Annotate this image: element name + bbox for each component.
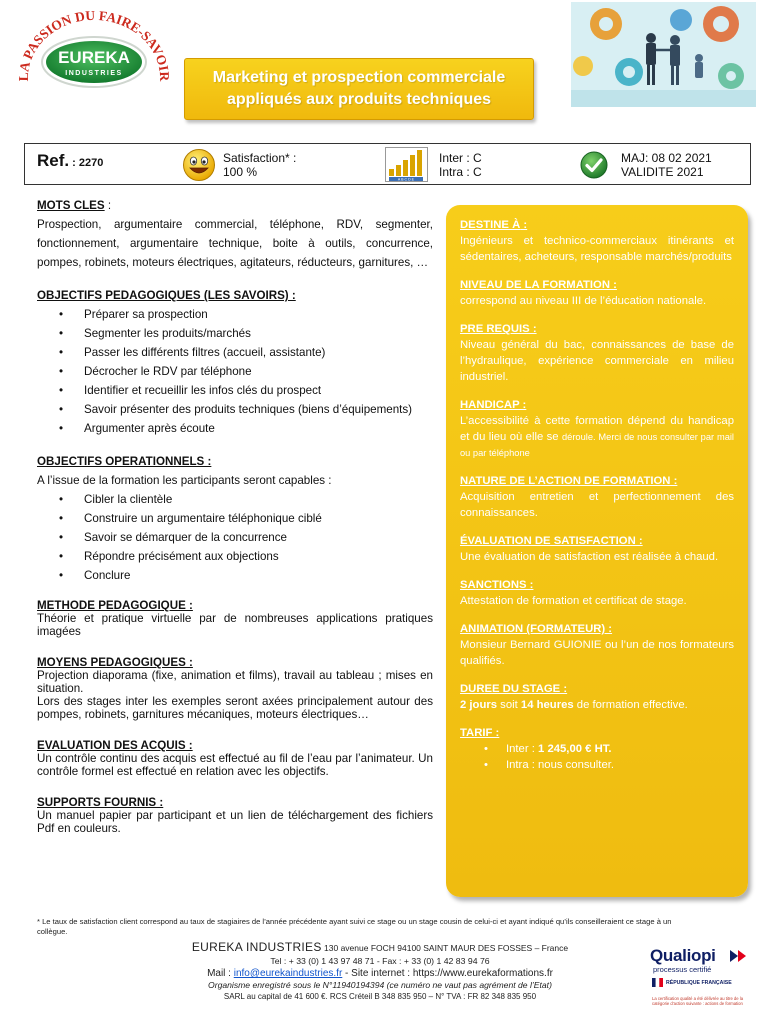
methode-heading: METHODE PEDAGOGIQUE : (37, 599, 193, 612)
qualiopi-republique: RÉPUBLIQUE FRANÇAISE (666, 980, 732, 986)
list-item: • Segmenter les produits/marchés (59, 324, 433, 343)
list-item: • Préparer sa prospection (59, 305, 433, 324)
course-title-line1: Marketing et prospection commerciale (212, 69, 506, 86)
mots-cles-text: Prospection, argumentaire commercial, téléphone, RDV, segmenter, fonctionnement, argumentaire technique, boite à outils, concurrence, pompes, robinets, moteurs électriques, agitateurs, réducteurs, garnitures, … (37, 218, 433, 269)
duree-heading: DUREE DU STAGE : (460, 683, 568, 695)
methode-text: Théorie et pratique virtuelle par de nombreuses applications pratiques imagées (37, 612, 433, 638)
course-title-box (184, 58, 534, 120)
evaluation-heading: EVALUATION DES ACQUIS : (37, 739, 193, 752)
reference: Ref. : 2270 (37, 151, 104, 170)
company-footer (110, 941, 650, 1002)
qualiopi-sub: processus certifié (653, 965, 712, 974)
qualiopi-mark-icon (728, 948, 748, 964)
moyens-text-1: Projection diaporama (fixe, animation et films), travail au tableau ; mises en situation. (37, 669, 433, 695)
list-item: • Savoir présenter des produits techniques (biens d’équipements) (59, 400, 433, 419)
satisfaction: Satisfaction* : 100 % (223, 151, 297, 179)
update-validity: MAJ: 08 02 2021 VALIDITE 2021 (621, 151, 712, 179)
check-icon (580, 151, 608, 179)
email-link[interactable]: info@eurekaindustries.fr (233, 968, 343, 979)
operationnels-list (59, 490, 433, 585)
mots-cles-heading: MOTS CLES : (37, 199, 112, 212)
logo-name: EUREKA (58, 48, 130, 67)
operationnels-intro: A l’issue de la formation les participants seront capables : (37, 474, 332, 487)
supports-text: Un manuel papier par participant et un lien de téléchargement des fichiers Pdf en couleurs. (37, 809, 433, 835)
website: - Site internet : https://www.eurekaformations.fr (342, 968, 553, 979)
list-item: • Inter : 1 245,00 € HT. (484, 741, 734, 757)
list-item: • Savoir se démarquer de la concurrence (59, 528, 433, 547)
animation-heading: ANIMATION (FORMATEUR) : (460, 623, 613, 635)
list-item: • Décrocher le RDV par téléphone (59, 362, 433, 381)
logo-arc-text: LA PASSION DU FAIRE-SAVOIR (15, 7, 173, 82)
list-item: • Répondre précisément aux objections (59, 547, 433, 566)
duree-text: 2 jours soit 14 heures de formation effective. (460, 699, 688, 711)
objectifs-heading: OBJECTIFS PEDAGOGIQUES (LES SAVOIRS) : (37, 289, 296, 302)
destine-text: Ingénieurs et technico-commerciaux itinérants et sédentaires, acheteurs, responsable marchés/produits (460, 235, 734, 263)
list-item: • Identifier et recueillir les infos clés du prospect (59, 381, 433, 400)
inter-intra-level: Inter : C Intra : C (439, 151, 482, 179)
evaluation-text: Un contrôle continu des acquis est effectué au fil de l’eau par l’animateur. Un contrôle formel est effectué en relation avec les objectifs. (37, 752, 433, 778)
left-column (37, 196, 433, 835)
course-title-line2: appliqués aux produits techniques (226, 91, 492, 108)
moyens-text-2: Lors des stages inter les exemples seront axées principalement autour des pompes, robinets, garnitures mécaniques, moteurs électriques… (37, 695, 433, 721)
list-item: • Passer les différents filtres (accueil, assistante) (59, 343, 433, 362)
list-item: • Conclure (59, 566, 433, 585)
sanctions-heading: SANCTIONS : (460, 579, 534, 591)
logo-sub: INDUSTRIES (65, 70, 123, 77)
smiley-icon (181, 148, 217, 182)
list-item: • Cibler la clientèle (59, 490, 433, 509)
list-item: • Intra : nous consulter. (484, 757, 734, 773)
meeting-gears-image (571, 2, 756, 107)
legal-info: SARL au capital de 41 600 €. RCS Créteil B 348 835 950 – N° TVA : FR 82 348 835 950 (223, 992, 537, 1001)
qualiopi-note: La certification qualité a été délivrée au titre de la catégorie d’action suivante : actions de formation (652, 996, 744, 1006)
operationnels-heading: OBJECTIFS OPERATIONNELS : (37, 455, 212, 468)
handicap-heading: HANDICAP : (460, 399, 527, 411)
bar-chart-icon (385, 147, 428, 182)
eureka-logo (10, 4, 175, 116)
reference-bar (24, 143, 751, 185)
sanctions-text: Attestation de formation et certificat de stage. (460, 595, 687, 607)
handicap-text: L’accessibilité à cette formation dépend du handicap et du lieu où elle se déroule. Merci de nous consulter par mail ou par téléphone (460, 415, 734, 458)
nature-text: Acquisition entretien et perfectionnement des connaissances. (460, 491, 734, 519)
qualiopi-logo (650, 944, 750, 1014)
destine-heading: DESTINE À : (460, 219, 528, 231)
reference-number: 2270 (78, 157, 104, 169)
moyens-heading: MOYENS PEDAGOGIQUES : (37, 656, 193, 669)
company-phone: Tel : + 33 (0) 1 43 97 48 71 - Fax : + 33 (0) 1 42 83 94 76 (270, 956, 490, 966)
prerequis-text: Niveau général du bac, connaissances de base de l’hydraulique, expérience commerciale en milieu industriel. (460, 339, 734, 383)
french-flag-icon (652, 978, 663, 987)
supports-heading: SUPPORTS FOURNIS : (37, 796, 164, 809)
satisfaction-heading: ÉVALUATION DE SATISFACTION : (460, 535, 643, 547)
objectifs-list (59, 305, 433, 438)
svg-text:A B C D E: A B C D E (397, 177, 415, 182)
list-item: • Construire un argumentaire téléphonique ciblé (59, 509, 433, 528)
qualiopi-word: Qualiopi (650, 946, 716, 965)
niveau-heading: NIVEAU DE LA FORMATION : (460, 279, 617, 291)
company-address: EUREKA INDUSTRIES 130 avenue FOCH 94100 SAINT MAUR DES FOSSES – France (191, 940, 569, 954)
satisfaction-footnote: * Le taux de satisfaction client correspond au taux de stagiaires de l’année précédente ayant suivi ce stage ou un stage cousin de celui-ci et ayant indiqué qu’ils conseilleraient ce stage à un collègue. (37, 917, 672, 936)
tarif-list (484, 741, 734, 773)
company-contact: Mail : info@eurekaindustries.fr - Site internet : https://www.eurekaformations.fr (207, 968, 553, 979)
prerequis-heading: PRE REQUIS : (460, 323, 537, 335)
tarif-heading: TARIF : (460, 727, 500, 739)
info-panel (446, 205, 748, 897)
nature-heading: NATURE DE L’ACTION DE FORMATION : (460, 475, 678, 487)
list-item: • Argumenter après écoute (59, 419, 433, 438)
niveau-text: correspond au niveau III de l’éducation nationale. (460, 295, 707, 307)
registration-number: Organisme enregistré sous le N°11940194394 (ce numéro ne vaut pas agrément de l’Etat) (208, 980, 552, 990)
animation-text: Monsieur Bernard GUIONIE ou l’un de nos formateurs qualifiés. (460, 639, 734, 667)
satisfaction-text: Une évaluation de satisfaction est réalisée à chaud. (460, 551, 719, 563)
